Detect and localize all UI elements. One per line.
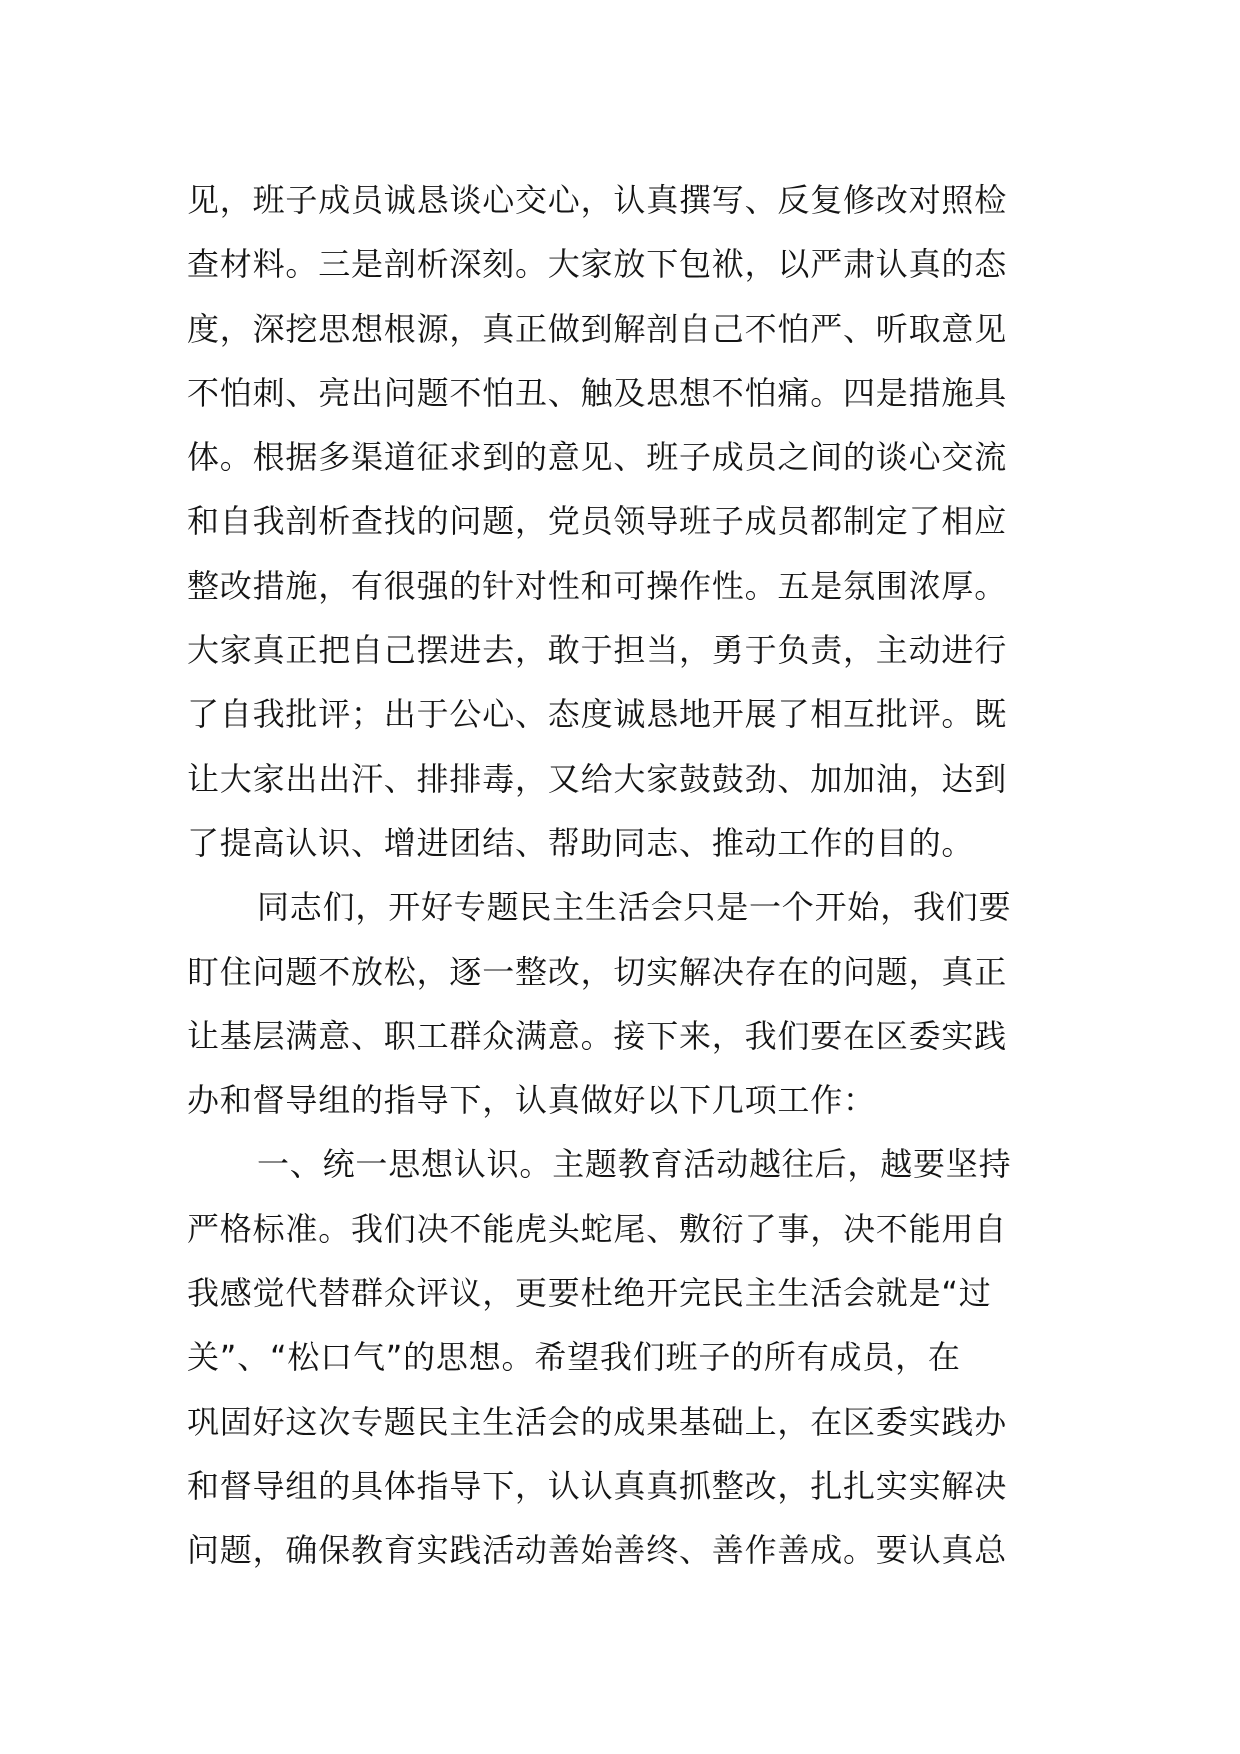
paragraph-first-line: 同志们，开好专题民主生活会只是一个开始，我们要	[257, 888, 1012, 927]
text-line: 办和督导组的指导下，认真做好以下几项工作：	[187, 1081, 876, 1120]
text-line: 让基层满意、职工群众满意。接下来，我们要在区委实践	[187, 1016, 1008, 1055]
text-line: 和自我剖析查找的问题，党员领导班子成员都制定了相应	[187, 502, 1008, 541]
text-line: 和督导组的具体指导下，认认真真抓整改，扎扎实实解决	[187, 1466, 1008, 1505]
text-line: 体。根据多渠道征求到的意见、班子成员之间的谈心交流	[187, 438, 1008, 477]
text-line: 见，班子成员诚恳谈心交心，认真撰写、反复修改对照检	[187, 181, 1008, 219]
text-line: 度，深挖思想根源，真正做到解剖自己不怕严、听取意见	[187, 309, 1008, 348]
text-line: 大家真正把自己摆进去，敢于担当，勇于负责，主动进行	[187, 631, 1008, 670]
text-line: 严格标准。我们决不能虎头蛇尾、敷衍了事，决不能用自	[187, 1209, 1008, 1248]
text-line: 盯住问题不放松，逐一整改，切实解决存在的问题，真正	[187, 952, 1008, 991]
text-line: 巩固好这次专题民主生活会的成果基础上，在区委实践办	[187, 1402, 1008, 1441]
text-line: 整改措施，有很强的针对性和可操作性。五是氛围浓厚。	[187, 566, 1008, 605]
text-line: 关”、“松口气”的思想。希望我们班子的所有成员，在	[187, 1338, 961, 1377]
body-text	[187, 168, 1057, 1583]
text-line: 了自我批评；出于公心、态度诚恳地开展了相互批评。既	[187, 695, 1008, 734]
text-line: 了提高认识、增进团结、帮助同志、推动工作的目的。	[187, 823, 975, 862]
paragraph-first-line: 一、统一思想认识。主题教育活动越往后，越要坚持	[257, 1145, 1012, 1184]
text-line: 我感觉代替群众评议，更要杜绝开完民主生活会就是“过	[187, 1274, 992, 1313]
text-line: 不怕刺、亮出问题不怕丑、触及思想不怕痛。四是措施具	[187, 373, 1008, 412]
text-line: 问题，确保教育实践活动善始善终、善作善成。要认真总	[187, 1531, 1008, 1570]
text-line: 让大家出出汗、排排毒，又给大家鼓鼓劲、加加油，达到	[187, 759, 1008, 798]
text-line: 查材料。三是剖析深刻。大家放下包袱，以严肃认真的态	[187, 245, 1008, 284]
